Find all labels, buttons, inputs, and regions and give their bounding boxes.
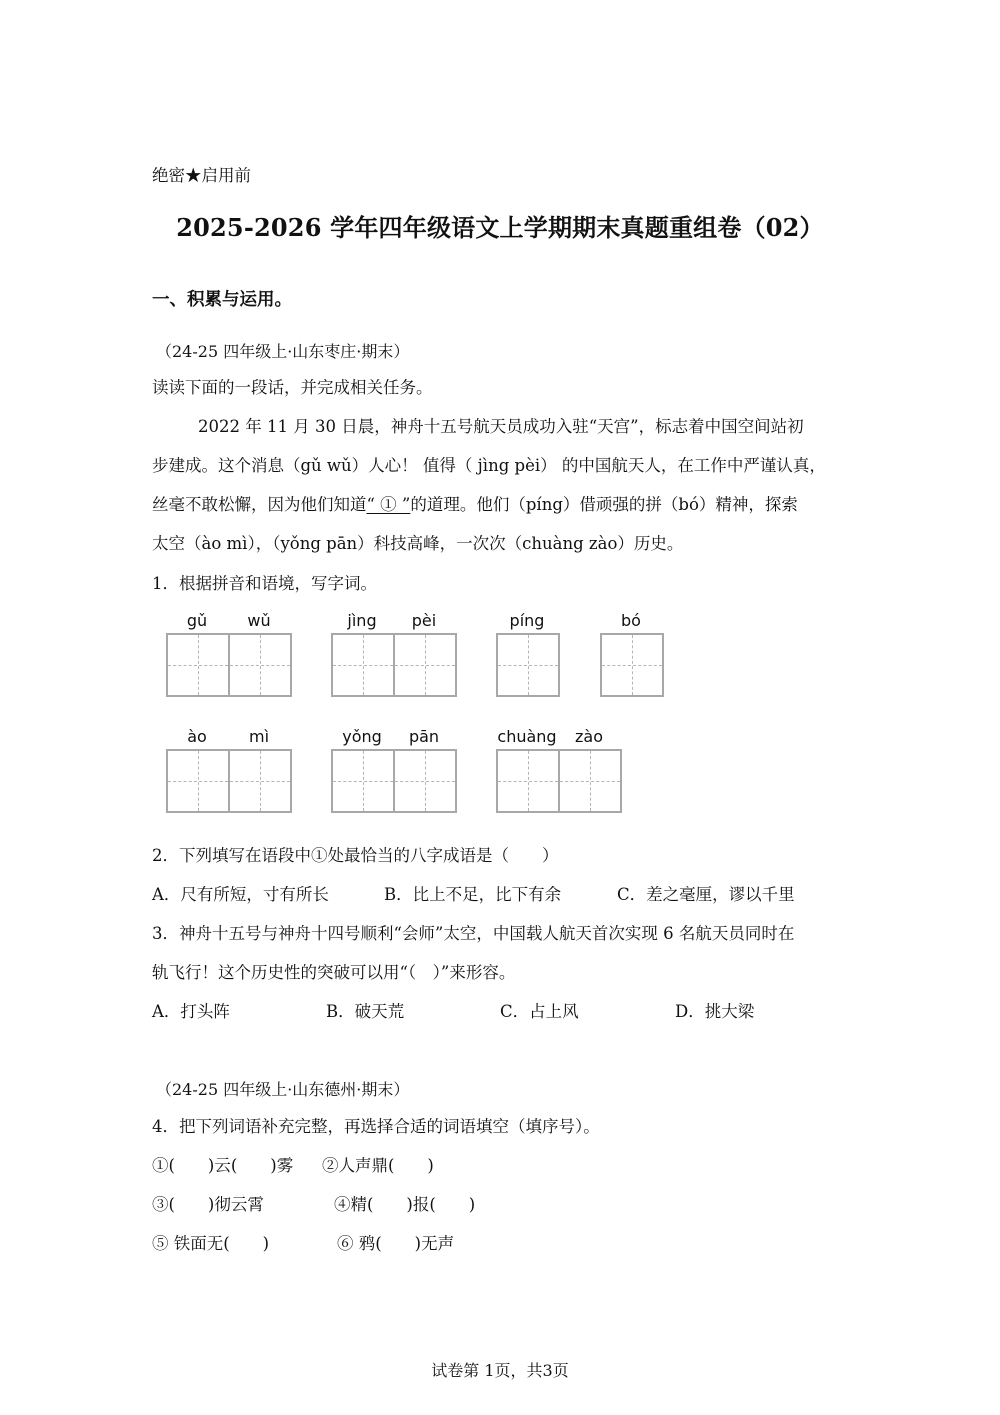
pinyin-label: píng [509,611,545,630]
source-note-2: （24-25 四年级上·山东德州·期末） [156,1080,410,1099]
page-footer: 试卷第 1页，共3页 [431,1361,569,1380]
pinyin-label: mì [248,727,270,746]
answer-cell[interactable] [393,749,457,813]
answer-cell[interactable] [228,633,292,697]
passage-line-3-end: 的道理。他们（píng）借顽强的拼（bó）精神，探索 [410,495,798,514]
pinyin-label: yǒng [342,727,382,746]
answer-cell[interactable] [166,633,230,697]
pinyin-label: gǔ [186,611,208,630]
instruction-text: 读读下面的一段话，并完成相关任务。 [152,378,433,397]
answer-cell[interactable] [496,633,560,697]
pinyin-label: ào [187,727,207,746]
q3-option-b[interactable]: B．破天荒 [326,1002,405,1021]
pinyin-label: jìng [347,611,377,630]
passage-line-1: 2022 年 11 月 30 日晨，神舟十五号航天员成功入驻“天宫”，标志着中国空间站初 [198,417,804,436]
answer-cell[interactable] [228,749,292,813]
passage-line-3-start: 丝毫不敢松懈，因为他们知道 [152,495,367,514]
pinyin-label: bó [621,611,641,630]
passage-line-3 [152,495,852,515]
answer-cell[interactable] [331,749,395,813]
q4-item-2: ②人声鼎( ) [322,1156,434,1175]
q4-item-3: ③( )彻云霄 [152,1195,264,1214]
confidential-label: 绝密★启用前 [152,166,251,185]
question-4-prompt: 4．把下列词语补充完整，再选择合适的词语填空（填序号）。 [152,1117,600,1136]
pinyin-label: pān [408,727,440,746]
section-heading: 一、积累与运用。 [152,290,292,310]
q3-option-c[interactable]: C．占上风 [500,1002,579,1021]
answer-cell[interactable] [331,633,395,697]
q4-item-1: ①( )云( )雾 [152,1156,294,1175]
pinyin-label: chuàng [497,727,557,746]
answer-cell[interactable] [393,633,457,697]
question-3-line-1: 3．神舟十五号与神舟十四号顺利“会师”太空，中国载人航天首次实现 6 名航天员同时在 [152,924,795,943]
q4-item-5: ⑤ 铁面无( ) [152,1234,270,1253]
question-2-prompt: 2．下列填写在语段中①处最恰当的八字成语是（ ） [152,846,559,865]
q2-option-c[interactable]: C．差之毫厘，谬以千里 [617,885,795,904]
answer-cell[interactable] [600,633,664,697]
answer-cell[interactable] [496,749,560,813]
question-1-prompt: 1．根据拼音和语境，写字词。 [152,574,377,593]
pinyin-label: pèi [411,611,437,630]
q3-option-a[interactable]: A．打头阵 [152,1002,230,1021]
q2-option-b[interactable]: B．比上不足，比下有余 [384,885,562,904]
answer-cell[interactable] [558,749,622,813]
answer-cell[interactable] [166,749,230,813]
q4-item-4: ④精( )报( ) [334,1195,476,1214]
passage-line-4: 太空（ào mì），（yǒng pān）科技高峰，一次次（chuàng zào）历史。 [152,534,684,553]
passage-line-2: 步建成。这个消息（gǔ wǔ）人心！ 值得（ jìng pèi） 的中国航天人，在工作中严谨认真， [152,456,826,475]
pinyin-label: wǔ [247,611,271,630]
question-3-line-2: 轨飞行！这个历史性的突破可以用“（ ）”来形容。 [152,963,516,982]
q2-option-a[interactable]: A．尺有所短，寸有所长 [152,885,329,904]
source-note-1: （24-25 四年级上·山东枣庄·期末） [156,342,410,361]
q4-item-6: ⑥ 鸦( )无声 [337,1234,455,1253]
blank-1: “ ① ” [366,495,411,514]
q3-option-d[interactable]: D．挑大梁 [675,1002,755,1021]
pinyin-label: zào [575,727,603,746]
page-title: 2025-2026 学年四年级语文上学期期末真题重组卷（02） [176,213,824,242]
